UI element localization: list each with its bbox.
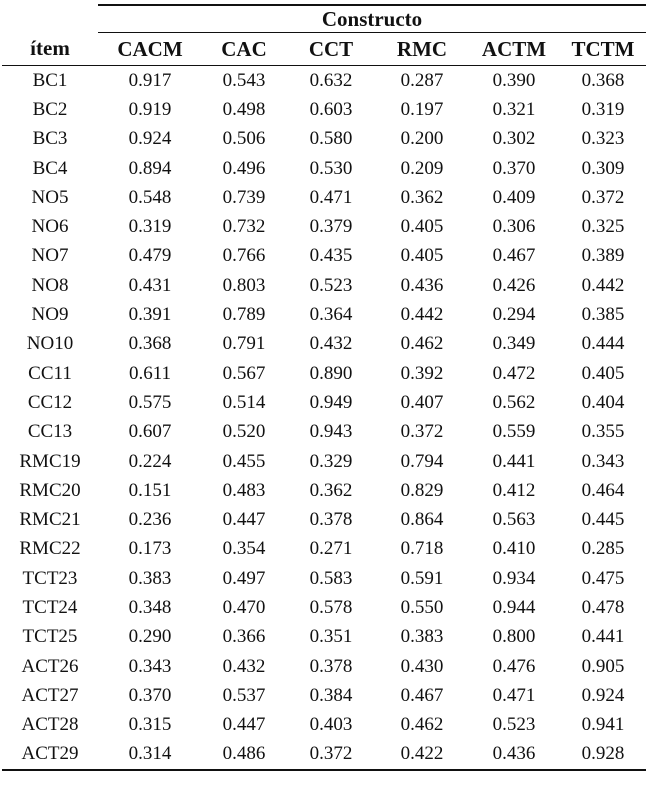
table-row — [2, 330, 646, 359]
cell-value: 0.496 — [222, 157, 266, 179]
cell-value: 0.410 — [492, 538, 536, 560]
cell-value: 0.506 — [222, 128, 266, 150]
cell-value: 0.364 — [309, 304, 353, 326]
table-body — [2, 66, 646, 771]
cell-value: 0.476 — [492, 655, 536, 677]
cell-value: 0.422 — [376, 740, 468, 770]
cell-value: 0.329 — [309, 450, 353, 472]
table-row — [2, 535, 646, 564]
row-item-label: ACT27 — [21, 684, 79, 706]
cell-value: 0.385 — [581, 304, 625, 326]
cell-value: 0.941 — [581, 714, 625, 736]
table-row — [2, 242, 646, 271]
cell-value: 0.580 — [309, 128, 353, 150]
cell-value: 0.520 — [222, 421, 266, 443]
group-header-row — [2, 5, 646, 33]
cell-value: 0.794 — [400, 450, 444, 472]
cell-value: 0.370 — [128, 684, 172, 706]
row-item-label: NO8 — [31, 274, 69, 296]
cell-value: 0.523 — [309, 274, 353, 296]
cell-value: 0.294 — [492, 304, 536, 326]
cell-value: 0.766 — [222, 245, 266, 267]
cell-value: 0.362 — [400, 186, 444, 208]
cell-value: 0.323 — [581, 128, 625, 150]
cell-value: 0.718 — [400, 538, 444, 560]
cell-value: 0.432 — [309, 333, 353, 355]
cell-value: 0.441 — [492, 450, 536, 472]
table-row — [2, 505, 646, 534]
column-header-row — [2, 33, 646, 66]
cell-value: 0.436 — [400, 274, 444, 296]
cell-value: 0.472 — [492, 362, 536, 384]
cell-value: 0.603 — [309, 98, 353, 120]
cell-value: 0.944 — [492, 596, 536, 618]
table-row — [2, 623, 646, 652]
cell-value: 0.372 — [581, 186, 625, 208]
cell-value: 0.497 — [222, 567, 266, 589]
cell-value: 0.349 — [492, 333, 536, 355]
cell-value: 0.803 — [222, 274, 266, 296]
cell-value: 0.390 — [492, 69, 536, 91]
cell-value: 0.405 — [581, 362, 625, 384]
cell-value: 0.523 — [492, 714, 536, 736]
cell-value: 0.372 — [400, 421, 444, 443]
cell-value: 0.315 — [128, 714, 172, 736]
cell-value: 0.924 — [128, 128, 172, 150]
cell-value: 0.412 — [492, 479, 536, 501]
table-row — [2, 183, 646, 212]
cell-value: 0.431 — [128, 274, 172, 296]
cell-value: 0.271 — [309, 538, 353, 560]
cell-value: 0.383 — [400, 626, 444, 648]
row-item-label: TCT24 — [22, 596, 78, 618]
row-item-label: NO5 — [31, 186, 69, 208]
cell-value: 0.550 — [400, 596, 444, 618]
cell-value: 0.306 — [492, 216, 536, 238]
cell-value: 0.563 — [492, 509, 536, 531]
table-row — [2, 681, 646, 710]
cell-value: 0.732 — [222, 216, 266, 238]
row-item-label: NO9 — [31, 304, 69, 326]
column-header-tctm: TCTM — [560, 33, 646, 66]
cell-value: 0.467 — [492, 245, 536, 267]
cell-value: 0.343 — [581, 450, 625, 472]
column-header-rmc: RMC — [376, 33, 468, 66]
cell-value: 0.919 — [128, 98, 172, 120]
cell-value: 0.498 — [222, 98, 266, 120]
cell-value: 0.591 — [400, 567, 444, 589]
cell-value: 0.479 — [128, 245, 172, 267]
cell-value: 0.632 — [309, 69, 353, 91]
cell-value: 0.321 — [492, 98, 536, 120]
cell-value: 0.197 — [400, 98, 444, 120]
table-row — [2, 740, 646, 770]
row-item-label: CC13 — [27, 421, 73, 443]
cell-value: 0.578 — [309, 596, 353, 618]
cell-value: 0.486 — [202, 740, 286, 770]
cell-value: 0.483 — [222, 479, 266, 501]
row-item-label: NO7 — [31, 245, 69, 267]
cell-value: 0.475 — [581, 567, 625, 589]
cell-value: 0.236 — [128, 509, 172, 531]
cell-value: 0.514 — [222, 391, 266, 413]
row-item-label: ACT26 — [21, 655, 79, 677]
table-row — [2, 652, 646, 681]
cell-value: 0.378 — [309, 509, 353, 531]
cell-value: 0.537 — [222, 684, 266, 706]
cell-value: 0.864 — [400, 509, 444, 531]
cell-value: 0.405 — [400, 245, 444, 267]
cell-value: 0.829 — [400, 479, 444, 501]
cell-value: 0.355 — [581, 421, 625, 443]
table-row — [2, 593, 646, 622]
cell-value: 0.467 — [400, 684, 444, 706]
cell-value: 0.366 — [222, 626, 266, 648]
cell-value: 0.343 — [128, 655, 172, 677]
cell-value: 0.285 — [581, 538, 625, 560]
row-item-label: BC2 — [32, 98, 68, 120]
column-header-cac: CAC — [202, 33, 286, 66]
cell-value: 0.405 — [400, 216, 444, 238]
cell-value: 0.389 — [581, 245, 625, 267]
row-item-label: RMC22 — [19, 538, 81, 560]
cell-value: 0.471 — [492, 684, 536, 706]
cell-value: 0.447 — [222, 714, 266, 736]
cell-value: 0.409 — [492, 186, 536, 208]
cell-value: 0.559 — [492, 421, 536, 443]
row-item-label: BC1 — [32, 69, 68, 91]
cell-value: 0.789 — [222, 304, 266, 326]
cell-value: 0.583 — [309, 567, 353, 589]
cell-value: 0.314 — [98, 740, 202, 770]
cell-value: 0.611 — [128, 362, 172, 384]
cell-value: 0.351 — [309, 626, 353, 648]
cell-value: 0.442 — [400, 304, 444, 326]
column-header-item: ítem — [2, 33, 98, 66]
cell-value: 0.444 — [581, 333, 625, 355]
table-row — [2, 418, 646, 447]
column-header-cacm: CACM — [98, 33, 202, 66]
cell-value: 0.368 — [128, 333, 172, 355]
row-item-label: ACT28 — [21, 714, 79, 736]
cell-value: 0.404 — [581, 391, 625, 413]
cell-value: 0.445 — [581, 509, 625, 531]
cell-value: 0.462 — [400, 714, 444, 736]
row-item-label: RMC20 — [19, 479, 81, 501]
cell-value: 0.290 — [128, 626, 172, 648]
cell-value: 0.562 — [492, 391, 536, 413]
cell-value: 0.319 — [581, 98, 625, 120]
cell-value: 0.890 — [309, 362, 353, 384]
cell-value: 0.209 — [400, 157, 444, 179]
cross-loadings-table — [2, 4, 646, 771]
cell-value: 0.462 — [400, 333, 444, 355]
table-row — [2, 711, 646, 740]
cell-value: 0.354 — [222, 538, 266, 560]
column-header-cct: CCT — [286, 33, 376, 66]
cell-value: 0.151 — [128, 479, 172, 501]
table-row — [2, 388, 646, 417]
cell-value: 0.435 — [309, 245, 353, 267]
cell-value: 0.894 — [128, 157, 172, 179]
row-item-label: ACT29 — [2, 740, 98, 770]
cell-value: 0.200 — [400, 128, 444, 150]
table-row — [2, 154, 646, 183]
row-item-label: CC12 — [27, 391, 73, 413]
cell-value: 0.173 — [128, 538, 172, 560]
row-item-label: RMC21 — [19, 509, 81, 531]
cell-value: 0.403 — [309, 714, 353, 736]
cell-value: 0.383 — [128, 567, 172, 589]
row-item-label: NO6 — [31, 216, 69, 238]
cell-value: 0.905 — [581, 655, 625, 677]
cell-value: 0.464 — [581, 479, 625, 501]
cell-value: 0.530 — [309, 157, 353, 179]
cell-value: 0.543 — [222, 69, 266, 91]
table-row — [2, 125, 646, 154]
row-item-label: TCT23 — [22, 567, 78, 589]
cell-value: 0.924 — [581, 684, 625, 706]
table-row — [2, 476, 646, 505]
cell-value: 0.949 — [309, 391, 353, 413]
row-item-label: BC4 — [32, 157, 68, 179]
cell-value: 0.309 — [581, 157, 625, 179]
table-row — [2, 95, 646, 124]
table-row — [2, 300, 646, 329]
cell-value: 0.430 — [400, 655, 444, 677]
row-item-label: CC11 — [28, 362, 72, 384]
cell-value: 0.348 — [128, 596, 172, 618]
cell-value: 0.379 — [309, 216, 353, 238]
table-row — [2, 447, 646, 476]
cell-value: 0.917 — [128, 69, 172, 91]
cell-value: 0.567 — [222, 362, 266, 384]
cell-value: 0.391 — [128, 304, 172, 326]
group-header-spacer — [2, 5, 98, 33]
cell-value: 0.943 — [309, 421, 353, 443]
cell-value: 0.800 — [492, 626, 536, 648]
cell-value: 0.607 — [128, 421, 172, 443]
cell-value: 0.224 — [128, 450, 172, 472]
cell-value: 0.471 — [309, 186, 353, 208]
cell-value: 0.325 — [581, 216, 625, 238]
row-item-label: TCT25 — [22, 626, 78, 648]
column-header-actm: ACTM — [468, 33, 560, 66]
cell-value: 0.302 — [492, 128, 536, 150]
cell-value: 0.442 — [581, 274, 625, 296]
cell-value: 0.928 — [560, 740, 646, 770]
cell-value: 0.392 — [400, 362, 444, 384]
cell-value: 0.739 — [222, 186, 266, 208]
table-row — [2, 564, 646, 593]
row-item-label: BC3 — [32, 128, 68, 150]
cell-value: 0.548 — [128, 186, 172, 208]
cell-value: 0.436 — [468, 740, 560, 770]
cell-value: 0.934 — [492, 567, 536, 589]
cell-value: 0.470 — [222, 596, 266, 618]
cell-value: 0.791 — [222, 333, 266, 355]
cell-value: 0.319 — [128, 216, 172, 238]
cell-value: 0.447 — [222, 509, 266, 531]
cell-value: 0.432 — [222, 655, 266, 677]
cell-value: 0.372 — [286, 740, 376, 770]
table-header — [2, 5, 646, 66]
cell-value: 0.426 — [492, 274, 536, 296]
cell-value: 0.575 — [128, 391, 172, 413]
cell-value: 0.455 — [222, 450, 266, 472]
table-row — [2, 212, 646, 241]
table-row — [2, 271, 646, 300]
cell-value: 0.370 — [492, 157, 536, 179]
row-item-label: RMC19 — [19, 450, 81, 472]
group-header-constructo: Constructo — [98, 5, 646, 33]
table-row — [2, 359, 646, 388]
table-row — [2, 66, 646, 96]
cell-value: 0.478 — [581, 596, 625, 618]
cell-value: 0.378 — [309, 655, 353, 677]
cell-value: 0.368 — [581, 69, 625, 91]
cell-value: 0.287 — [400, 69, 444, 91]
cell-value: 0.384 — [309, 684, 353, 706]
cell-value: 0.441 — [581, 626, 625, 648]
row-item-label: NO10 — [26, 333, 74, 355]
cell-value: 0.407 — [400, 391, 444, 413]
cell-value: 0.362 — [309, 479, 353, 501]
